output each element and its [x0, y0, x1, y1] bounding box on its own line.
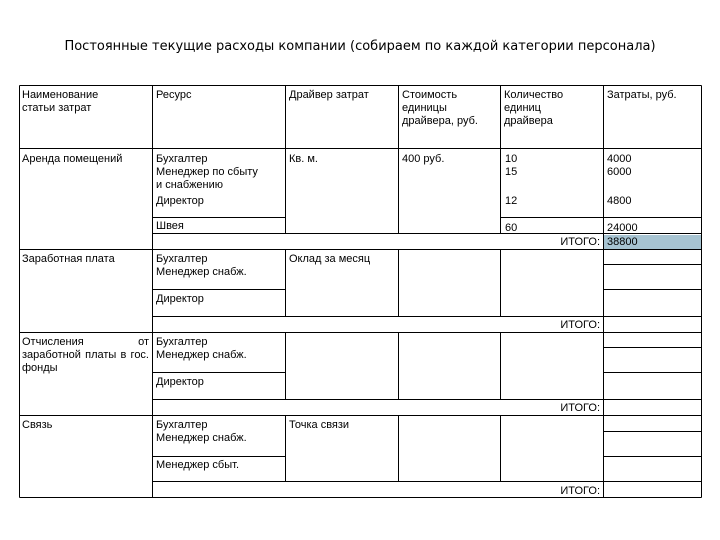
deductions-resource-director: Директор: [156, 376, 204, 388]
rent-cost: 6000: [607, 166, 632, 178]
rent-quantity: 10: [505, 153, 518, 165]
rent-resource-seamstress: Швея: [156, 220, 184, 232]
deductions-item: Отчисления от заработной платы в гос. фонды: [22, 336, 149, 374]
rent-item: Аренда помещений: [22, 153, 123, 165]
communication-item: Связь: [22, 419, 53, 431]
communication-driver: Точка связи: [289, 419, 350, 431]
salary-driver: Оклад за месяц: [289, 253, 371, 265]
rent-cost: 4000: [607, 153, 632, 165]
communication-resource-accountant-manager: Бухгалтер Менеджер снабж.: [156, 419, 247, 444]
rent-quantity: 12: [505, 195, 518, 207]
rent-total-label: ИТОГО:: [560, 236, 600, 248]
header-costs: Затраты, руб.: [607, 89, 677, 101]
rent-quantity: 15: [505, 166, 518, 178]
page-title: Постоянные текущие расходы компании (собираем по каждой категории персонала): [64, 39, 656, 54]
rent-total-value: 38800: [607, 236, 638, 248]
rent-quantity: 60: [505, 222, 518, 234]
deductions-total-label: ИТОГО:: [560, 402, 600, 414]
header-driver: Драйвер затрат: [289, 89, 369, 101]
communication-total-label: ИТОГО:: [560, 485, 600, 497]
deductions-resource-accountant-manager: Бухгалтер Менеджер снабж.: [156, 336, 247, 361]
communication-resource-sales-manager: Менеджер сбыт.: [156, 459, 240, 471]
header-unit-cost: Стоимость единицы драйвера, руб.: [402, 89, 478, 127]
rent-cost: 24000: [607, 222, 638, 234]
salary-item: Заработная плата: [22, 253, 115, 265]
salary-resource-accountant-manager: Бухгалтер Менеджер снабж.: [156, 253, 247, 278]
rent-driver: Кв. м.: [289, 153, 318, 165]
rent-unit-cost: 400 руб.: [402, 153, 445, 165]
header-quantity: Количество единиц драйвера: [504, 89, 564, 127]
header-item: Наименование статьи затрат: [22, 89, 99, 114]
salary-total-label: ИТОГО:: [560, 319, 600, 331]
rent-resource-director: Директор: [156, 195, 204, 207]
rent-resource-manager: Менеджер по сбыту и снабжению: [156, 166, 258, 191]
rent-cost: 4800: [607, 195, 632, 207]
header-resource: Ресурс: [156, 89, 192, 101]
rent-resource-accountant: Бухгалтер: [156, 153, 208, 165]
salary-resource-director: Директор: [156, 293, 204, 305]
